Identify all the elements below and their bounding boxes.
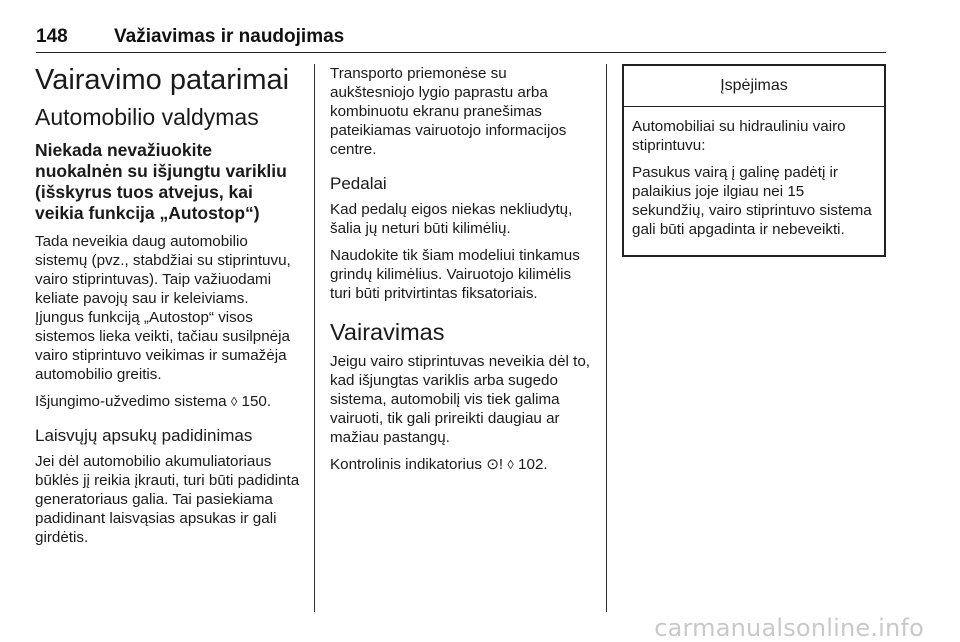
paragraph: Automobiliai su hidrauliniu vairo stiprintuvu: — [632, 118, 846, 154]
reference-text: Kontrolinis indikatorius — [330, 456, 482, 473]
page-header — [36, 26, 886, 48]
paragraph: Jeigu vairo stiprintuvas neveikia dėl to, kad išjungtas variklis arba sugedo sistema, automobilį vis tiek galima vairuoti, tik gali prireikti daugiau ar mažiau pastangų. — [330, 353, 591, 446]
section-heading: Pedalai — [330, 174, 387, 193]
watermark: carmanualsonline.info — [654, 614, 924, 642]
warning-body — [624, 107, 884, 255]
column-right — [622, 64, 886, 257]
cross-reference — [330, 455, 595, 474]
reference-page: 102. — [518, 456, 548, 473]
warning-box — [622, 64, 886, 257]
warning-title: Įspėjimas — [624, 66, 884, 107]
section-title: Automobilio valdymas — [35, 104, 259, 130]
paragraph: Tada neveikia daug automobilio sistemų (pvz., stabdžiai su stiprintuvu, vairo stiprintuvas). Taip važiuodami keliate pavojų sau ir keleiviams. Įjungus funkciją „Autostop“ visos sistemos lieka veikti, tačiau susilpnėja vairo stiprintuvo veikimas ir sumažėja automobilio greitis. — [35, 233, 291, 383]
column-middle — [330, 64, 595, 482]
steering-warning-icon: ⊙! — [486, 456, 504, 473]
column-left — [35, 64, 300, 555]
warning-heading: Niekada nevažiuokite nuokalnėn su išjungtu varikliu (išskyrus tuos atvejus, kai veikia funkcija „Autostop“) — [35, 140, 287, 223]
section-heading: Laisvųjų apsukų padidinimas — [35, 426, 253, 445]
paragraph: Naudokite tik šiam modeliui tinkamus grindų kilimėlius. Vairuotojo kilimėlis turi būti pritvirtintas fiksatoriais. — [330, 247, 580, 302]
column-divider-2 — [606, 64, 607, 612]
section-heading: Vairavimas — [330, 319, 445, 345]
page-number: 148 — [36, 26, 68, 47]
page-title: Vairavimo patarimai — [35, 64, 290, 96]
chapter-title: Važiavimas ir naudojimas — [114, 26, 345, 47]
cross-reference — [35, 392, 300, 411]
page-reference-icon: ◊ — [507, 457, 514, 472]
paragraph: Pasukus vairą į galinę padėtį ir palaikius joje ilgiau nei 15 sekundžių, vairo stiprintuvo sistema gali būti apgadinta ir nebeveikti. — [632, 164, 872, 238]
reference-page: 150. — [241, 393, 272, 410]
page-reference-icon: ◊ — [230, 394, 238, 409]
header-divider — [36, 52, 886, 53]
paragraph: Transporto priemonėse su aukštesniojo lygio paprastu arba kombinuotu ekranu pranešimas pateikiamas vairuotojo informacijos centre. — [330, 65, 567, 158]
paragraph: Jei dėl automobilio akumuliatoriaus būklės jį reikia įkrauti, turi būti padidinta generatoriaus galia. Tai pasiekiama padidinant laisvąsias apsukas ir gali girdėtis. — [35, 453, 300, 546]
paragraph: Kad pedalų eigos niekas nekliudytų, šalia jų neturi būti kilimėlių. — [330, 201, 573, 237]
reference-text: Išjungimo-užvedimo sistema — [35, 393, 227, 410]
column-divider-1 — [314, 64, 315, 612]
